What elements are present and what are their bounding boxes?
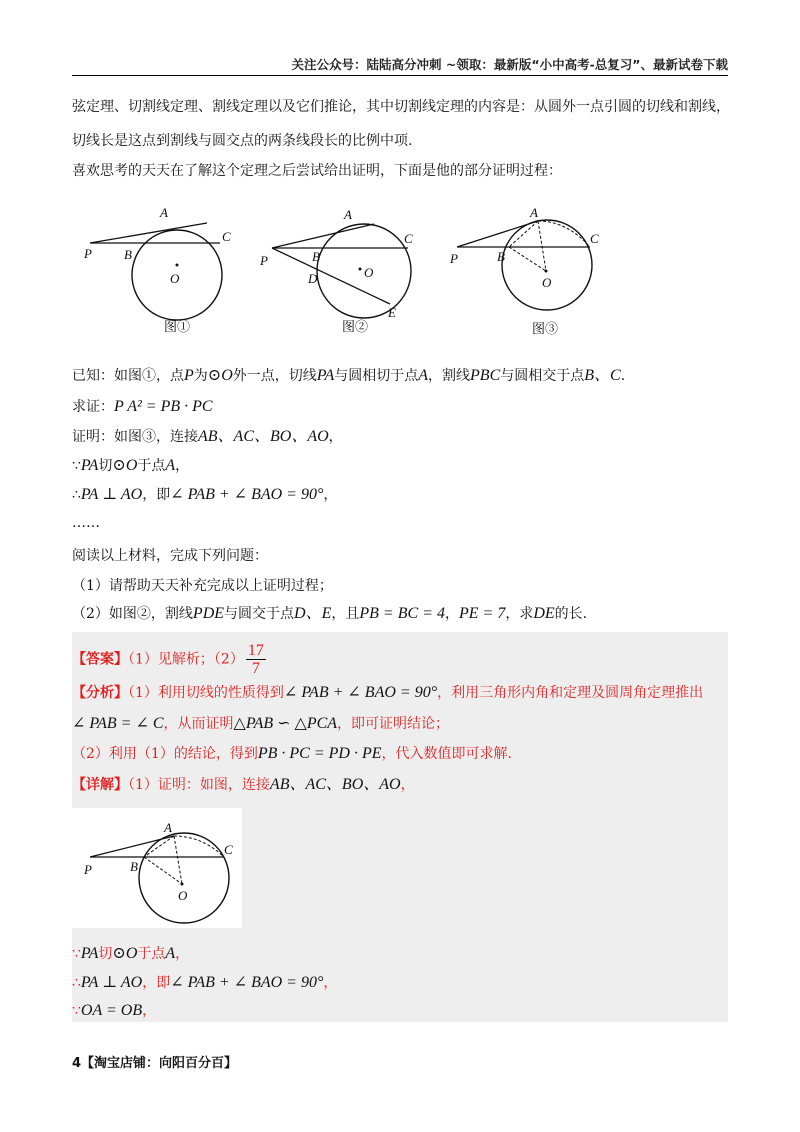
intro-line-3: 喜欢思考的天天在了解这个定理之后尝试给出证明，下面是他的部分证明过程： bbox=[72, 163, 562, 179]
detail-perp: PA ⊥ AO bbox=[80, 974, 143, 991]
fig2-center-dot bbox=[359, 268, 362, 271]
fig1-label-C: C bbox=[222, 229, 231, 244]
given-t4: 与圆相切于点 bbox=[334, 368, 419, 384]
questions-intro: 阅读以上材料，完成下列问题： bbox=[72, 548, 268, 564]
given-a: A bbox=[418, 367, 429, 384]
header-rule bbox=[72, 75, 728, 76]
detail-label-C: C bbox=[224, 842, 233, 857]
proof-perp: PA ⊥ AO bbox=[80, 486, 143, 503]
detail-label-A: A bbox=[164, 820, 172, 835]
detail-segs: AB、AC、BO、AO bbox=[269, 776, 401, 793]
given-pbc: PBC bbox=[470, 367, 501, 384]
detail-line-1 bbox=[72, 775, 728, 795]
fig3-seg-AC bbox=[538, 221, 590, 247]
fig3-label-C: C bbox=[590, 231, 599, 246]
detail-label-P: P bbox=[84, 862, 92, 877]
proof-at: 于点 bbox=[137, 458, 166, 474]
answer-denominator: 7 bbox=[251, 660, 260, 677]
detail-therefore: ∴ bbox=[72, 975, 81, 991]
analysis-line-3 bbox=[72, 744, 728, 764]
fig3-seg-AO bbox=[538, 221, 546, 271]
given-circle: ⊙O bbox=[207, 367, 233, 384]
analysis-eq: PB · PC = PD · PE bbox=[257, 745, 382, 762]
fig2-label-P: P bbox=[260, 253, 268, 268]
detail-line-3 bbox=[72, 973, 728, 993]
proof-ie: ，即 bbox=[142, 487, 171, 503]
proof-line-3 bbox=[72, 485, 728, 505]
detail-label-B: B bbox=[130, 859, 138, 874]
q2-eq2: PE = 7 bbox=[458, 605, 506, 622]
analysis-tag: 【分析】 bbox=[72, 685, 128, 701]
fig3-tangent bbox=[457, 221, 538, 247]
proof-angles: ∠ PAB + ∠ BAO = 90° bbox=[170, 486, 324, 503]
proof-because: ∵ bbox=[72, 458, 81, 474]
proof-t1end: ， bbox=[328, 429, 343, 445]
fig2-tangent bbox=[272, 224, 374, 248]
given-t2: 为 bbox=[193, 368, 208, 384]
figure-3 bbox=[449, 205, 599, 336]
fig1-center-dot bbox=[176, 264, 179, 267]
proof-comma: ， bbox=[175, 458, 190, 474]
q2-pde: PDE bbox=[192, 605, 225, 622]
analysis-ang2: ∠ PAB = ∠ C bbox=[72, 715, 164, 732]
analysis-t3: ，从而证明 bbox=[163, 716, 234, 732]
fig1-label-O: O bbox=[170, 271, 180, 286]
prove-label: 求证： bbox=[72, 399, 114, 415]
detail-a: A bbox=[165, 945, 176, 962]
question-2 bbox=[72, 604, 728, 624]
fig3-label-O: O bbox=[542, 275, 552, 290]
given-t1: 已知：如图①，点 bbox=[72, 368, 184, 384]
fig1-label-P: P bbox=[84, 246, 92, 261]
q2-t1: （2）如图②，割线 bbox=[72, 606, 193, 622]
detail-at: 于点 bbox=[137, 946, 166, 962]
q2-t3: ，且 bbox=[331, 606, 360, 622]
given-t6: 与圆相交于点 bbox=[500, 368, 585, 384]
detail-angles: ∠ PAB + ∠ BAO = 90° bbox=[170, 974, 324, 991]
proof-line-1 bbox=[72, 427, 728, 447]
analysis-line-1 bbox=[72, 683, 728, 703]
proof-therefore: ∴ bbox=[72, 487, 81, 503]
detail-figure bbox=[72, 808, 242, 928]
proof-t1: 证明：如图③，连接 bbox=[72, 429, 198, 445]
fig3-caption: 图③ bbox=[532, 321, 559, 336]
q2-t2: 与圆交于点 bbox=[224, 606, 295, 622]
fig3-label-B: B bbox=[497, 249, 505, 264]
proof-line-2 bbox=[72, 456, 728, 476]
proof-pa: PA bbox=[80, 457, 99, 474]
fig2-label-A: A bbox=[344, 207, 352, 222]
fig2-label-D: D bbox=[308, 271, 318, 286]
given-t7: . bbox=[620, 368, 626, 384]
fig1-label-A: A bbox=[160, 205, 168, 220]
answer-fraction bbox=[246, 642, 266, 677]
detail-line-2 bbox=[72, 944, 728, 964]
fig2-label-E: E bbox=[388, 305, 396, 320]
detail-tan: 切 bbox=[98, 946, 113, 962]
page-footer: 4【淘宝店铺：向阳百分百】 bbox=[72, 1056, 238, 1071]
fig3-label-A: A bbox=[530, 205, 538, 220]
analysis-line-2 bbox=[72, 714, 728, 734]
given-p: P bbox=[184, 367, 194, 384]
proof-ellipsis: …… bbox=[72, 515, 100, 531]
given-t3: 外一点，切线 bbox=[232, 368, 317, 384]
q2-eq1: PB = BC = 4 bbox=[359, 605, 445, 622]
fig2-label-B: B bbox=[312, 249, 320, 264]
figures-row bbox=[72, 195, 692, 345]
fig2-label-O: O bbox=[364, 265, 374, 280]
prove-line bbox=[72, 397, 728, 417]
fig2-caption: 图② bbox=[342, 319, 369, 334]
given-line bbox=[72, 366, 728, 386]
q2-t6: 的长. bbox=[554, 606, 588, 622]
given-t5: ，割线 bbox=[428, 368, 471, 384]
fig3-label-P: P bbox=[450, 251, 458, 266]
analysis-t4: ，即可证明结论； bbox=[337, 716, 450, 732]
detail-end: ， bbox=[323, 975, 338, 991]
answer-numerator: 17 bbox=[247, 642, 264, 659]
question-1: （1）请帮助天天补充完成以上证明过程； bbox=[72, 578, 333, 594]
q2-target: DE bbox=[533, 605, 555, 622]
detail-comma: ， bbox=[175, 946, 190, 962]
proof-tan: 切 bbox=[98, 458, 113, 474]
detail-end2: ， bbox=[142, 1003, 157, 1019]
figure-2 bbox=[259, 207, 413, 334]
proof-segs: AB、AC、BO、AO bbox=[198, 428, 329, 445]
detail-ie: ，即 bbox=[142, 975, 171, 991]
analysis-t5: （2）利用（1）的结论，得到 bbox=[72, 746, 258, 762]
fig2-label-C: C bbox=[404, 231, 413, 246]
given-pa: PA bbox=[316, 367, 335, 384]
q2-t5: ，求 bbox=[505, 606, 534, 622]
detail-circle-text: ⊙O bbox=[112, 945, 138, 962]
analysis-t1: （1）利用切线的性质得到 bbox=[128, 685, 284, 701]
detail-t1end: ， bbox=[400, 777, 415, 793]
analysis-sim: △PAB ∽ △PCA bbox=[233, 715, 338, 732]
intro-line-1: 弦定理、切割线定理、割线定理以及它们推论，其中切割线定理的内容是：从圆外一点引圆的切线和割线， bbox=[72, 99, 730, 115]
fig1-caption: 图① bbox=[164, 319, 191, 334]
detail-label-O: O bbox=[178, 888, 188, 903]
prove-formula: P A² = PB · PC bbox=[114, 398, 213, 415]
proof-a: A bbox=[165, 457, 176, 474]
given-bc: B、C bbox=[584, 367, 621, 384]
fig3-seg-BO bbox=[509, 247, 546, 271]
detail-t1: （1）证明：如图，连接 bbox=[128, 777, 270, 793]
detail-oa: OA = OB bbox=[80, 1002, 143, 1019]
detail-center-dot bbox=[181, 883, 184, 886]
detail-pa: PA bbox=[80, 945, 99, 962]
analysis-ang1: ∠ PAB + ∠ BAO = 90° bbox=[283, 684, 438, 701]
q2-de: D、E bbox=[294, 605, 332, 622]
detail-line-4 bbox=[72, 1001, 728, 1021]
answer-line bbox=[72, 642, 728, 677]
answer-tag: 【答案】 bbox=[72, 651, 128, 668]
page-header: 关注公众号：陆陆高分冲刺 ~领取：最新版“小中高考-总复习”、最新试卷下载 bbox=[291, 57, 728, 72]
fig3-center-dot bbox=[545, 270, 548, 273]
analysis-t6: ，代入数值即可求解. bbox=[381, 746, 512, 762]
fig3-seg-AB bbox=[509, 221, 538, 247]
fig3-circle bbox=[502, 220, 592, 310]
detail-because2: ∵ bbox=[72, 1003, 81, 1019]
answer-text: （1）见解析；（2） bbox=[128, 651, 244, 668]
figure-1 bbox=[83, 205, 231, 334]
proof-circle: ⊙O bbox=[112, 457, 138, 474]
detail-because1: ∵ bbox=[72, 946, 81, 962]
detail-tag: 【详解】 bbox=[72, 777, 128, 793]
q2-t4: ， bbox=[444, 606, 459, 622]
analysis-t2: ，利用三角形内角和定理及圆周角定理推出 bbox=[437, 685, 704, 701]
proof-end: ， bbox=[323, 487, 338, 503]
fig1-label-B: B bbox=[124, 247, 132, 262]
intro-line-2: 切线长是这点到割线与圆交点的两条线段长的比例中项. bbox=[72, 133, 413, 149]
